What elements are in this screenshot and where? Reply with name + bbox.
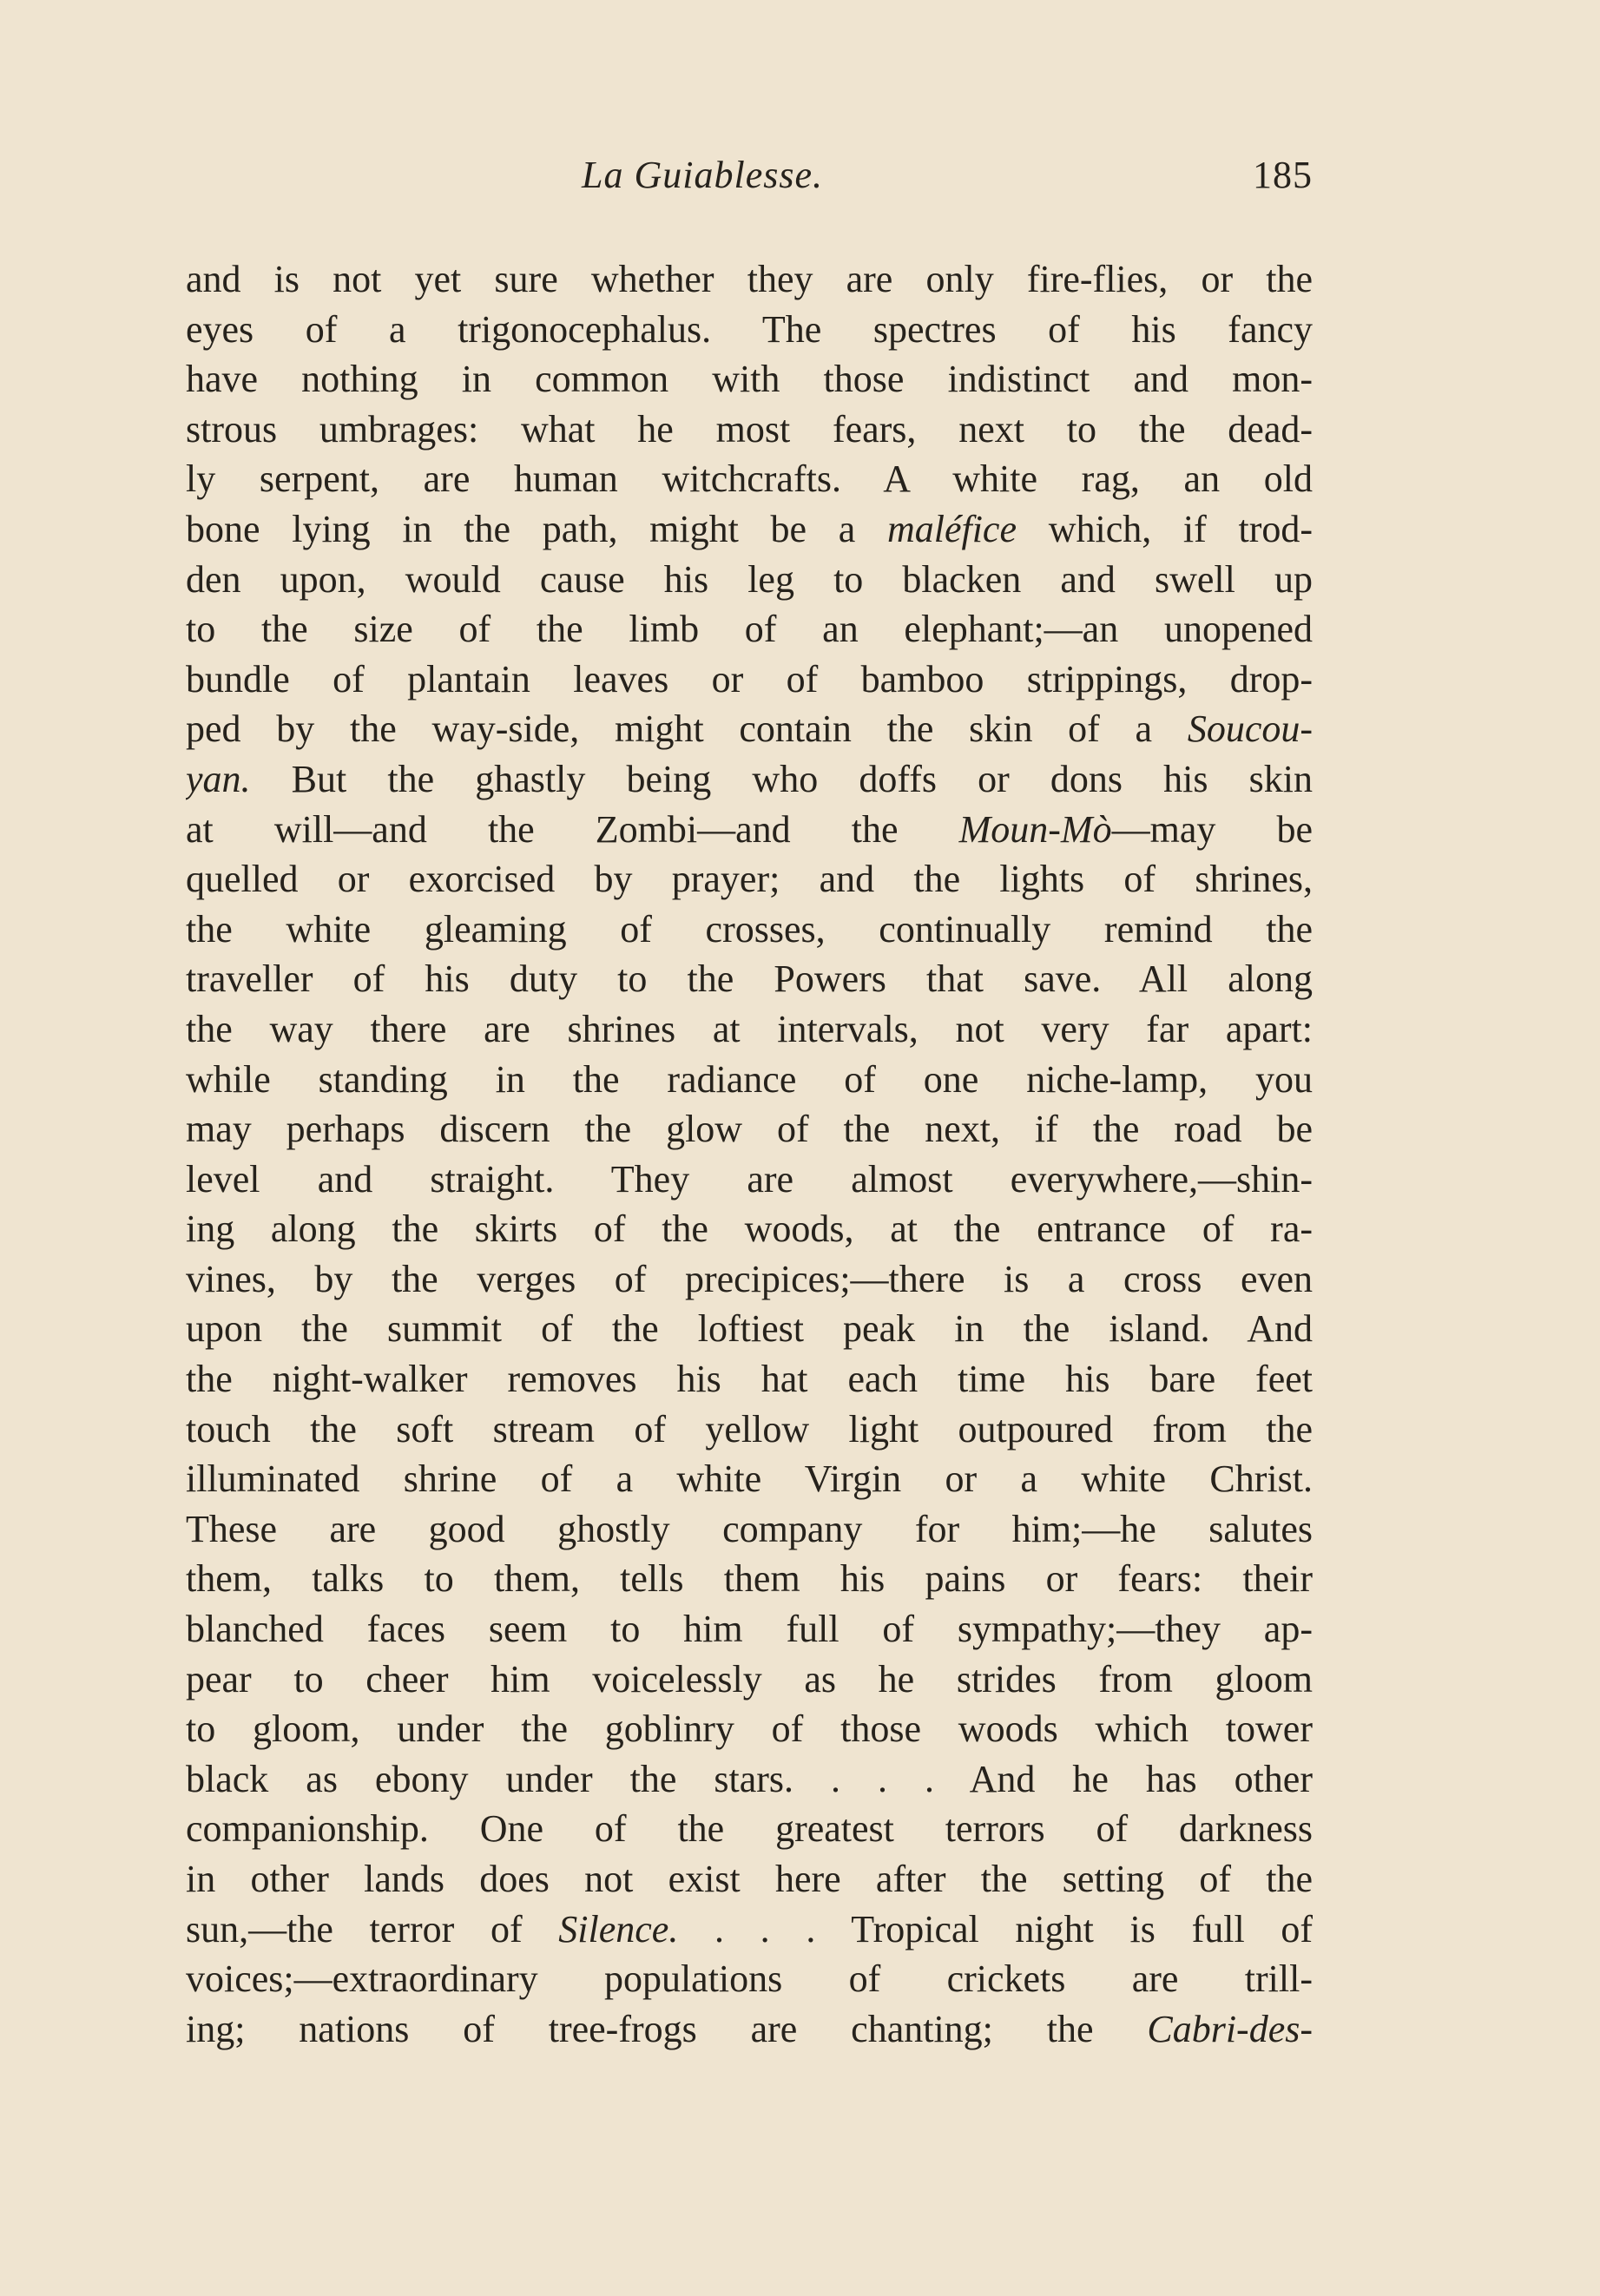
text-line: to the size of the limb of an elephant;—an unopened [186, 608, 1313, 651]
italic-word: Moun-Mò [958, 807, 1112, 851]
text-line: pear to cheer him voicelessly as he strides from gloom [186, 1657, 1313, 1701]
text-line: ly serpent, are human witchcrafts. A white rag, an old [186, 457, 1313, 501]
text-line: den upon, would cause his leg to blacken and swell up [186, 557, 1313, 601]
text-line: traveller of his duty to the Powers that save. All along [186, 957, 1313, 1001]
text-line: the white gleaming of crosses, continually remind the [186, 907, 1313, 951]
page-number: 185 [1253, 154, 1313, 196]
italic-word: Soucou- [1187, 707, 1313, 751]
body-text [186, 254, 1313, 2054]
text-line: ped by the way-side, might contain the skin of a Soucou- [186, 707, 1313, 751]
running-header [186, 153, 1313, 214]
text-line: them, talks to them, tells them his pains or fears: their [186, 1557, 1313, 1601]
text-line: have nothing in common with those indistinct and mon- [186, 358, 1313, 401]
text-line: blanched faces seem to him full of sympathy;—they ap- [186, 1608, 1313, 1651]
text-line: black as ebony under the stars. . . . And he has other [186, 1757, 1313, 1800]
italic-word: Silence. [558, 1907, 679, 1951]
text-line: bone lying in the path, might be a maléfice which, if trod- [186, 507, 1313, 550]
text-line: the night-walker removes his hat each time his bare feet [186, 1358, 1313, 1401]
running-title: La Guiablesse. [582, 154, 823, 196]
italic-word: yan. [186, 757, 251, 800]
text-line: while standing in the radiance of one niche-lamp, you [186, 1057, 1313, 1101]
text-line: level and straight. They are almost everywhere,—shin- [186, 1157, 1313, 1201]
text-line: voices;—extraordinary populations of crickets are trill- [186, 1957, 1313, 2001]
text-line: may perhaps discern the glow of the next, if the road be [186, 1108, 1313, 1151]
text-line: eyes of a trigonocephalus. The spectres of his fancy [186, 307, 1313, 351]
text-line: bundle of plantain leaves or of bamboo strippings, drop- [186, 657, 1313, 701]
text-line: companionship. One of the greatest terrors of darkness [186, 1807, 1313, 1851]
text-line: illuminated shrine of a white Virgin or a white Christ. [186, 1457, 1313, 1501]
text-line: and is not yet sure whether they are only fire-flies, or the [186, 258, 1313, 300]
text-line: ing; nations of tree-frogs are chanting; the Cabri-des- [186, 2007, 1313, 2050]
text-line: These are good ghostly company for him;—he salutes [186, 1507, 1313, 1550]
text-line: vines, by the verges of precipices;—there is a cross even [186, 1257, 1313, 1300]
text-line: quelled or exorcised by prayer; and the lights of shrines, [186, 858, 1313, 901]
text-line: ing along the skirts of the woods, at the entrance of ra- [186, 1207, 1313, 1251]
text-line: sun,—the terror of Silence. . . . Tropical night is full of [186, 1907, 1313, 1951]
text-line: touch the soft stream of yellow light outpoured from the [186, 1407, 1313, 1451]
text-line: in other lands does not exist here after the setting of the [186, 1858, 1313, 1900]
italic-word: maléfice [886, 507, 1017, 550]
italic-word: Cabri-des- [1147, 2007, 1313, 2050]
text-line: to gloom, under the goblinry of those woods which tower [186, 1707, 1313, 1751]
text-line: yan. But the ghastly being who doffs or dons his skin [186, 757, 1313, 800]
text-line: upon the summit of the loftiest peak in the island. And [186, 1307, 1313, 1351]
text-line: strous umbrages: what he most fears, next to the dead- [186, 407, 1313, 451]
text-line: at will—and the Zombi—and the Moun-Mò—may be [186, 807, 1313, 851]
text-line: the way there are shrines at intervals, not very far apart: [186, 1007, 1313, 1050]
